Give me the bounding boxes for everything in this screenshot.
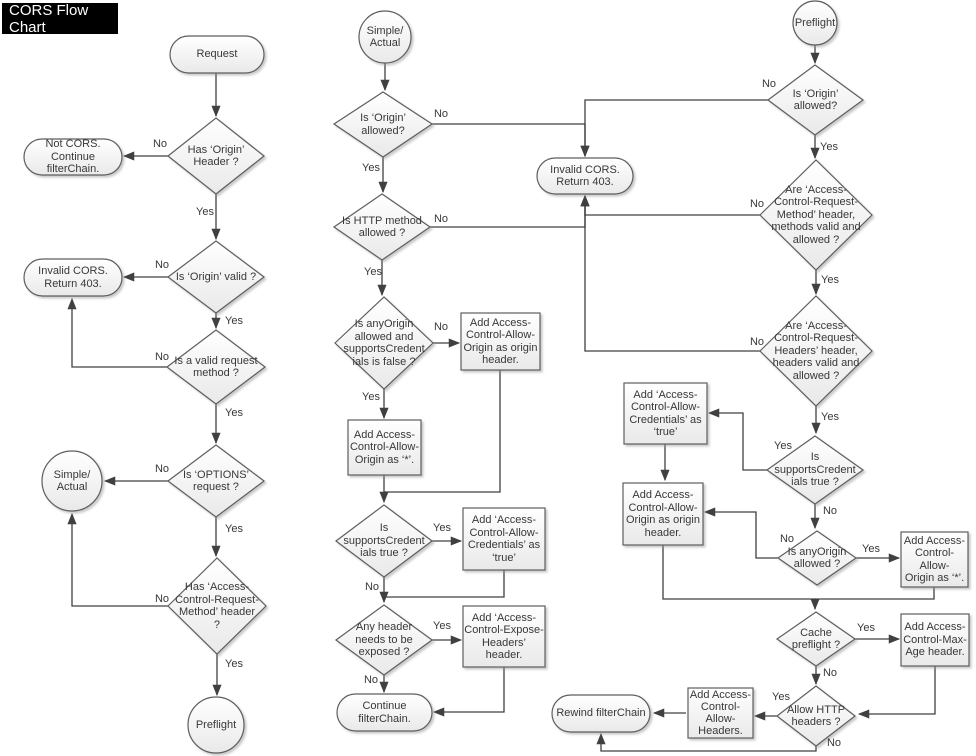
allow-http-headers-label: Allow HTTP headers ?: [786, 703, 846, 728]
edge-anyorigin-right-no: [705, 512, 778, 558]
add-acac-true-mid-label: Add ‘Access- Control-Allow- Credentials’ as ‘true’: [467, 514, 541, 564]
add-acao-star-right-label: Add Access- Control-Allow- Origin as ‘*’.: [903, 534, 966, 584]
cache-no-label: No: [822, 667, 838, 679]
edge-acac-true-mid-merge: [384, 570, 504, 597]
decision-is-valid-request-method: [167, 330, 265, 404]
decision-has-acrm-header: [168, 558, 266, 654]
is-anyorigin-supports-false-label: Is anyOrigin allowed and supportsCredent ials is false ?: [343, 318, 425, 368]
is-anyorigin-right-label: Is anyOrigin allowed ?: [787, 545, 847, 570]
anyorigin-right-no-label: No: [779, 533, 795, 545]
edge-aceh-to-continue: [434, 667, 504, 712]
decision-is-supports-cred-right: [767, 436, 863, 504]
any-header-no-label: No: [363, 674, 379, 686]
edge-acma-to-allow-http: [859, 666, 935, 714]
edge-acrm-valid-no: [585, 196, 760, 215]
edge-acrm-header-no: [72, 514, 168, 606]
request-label: Request: [196, 48, 238, 61]
are-acrm-valid-label: Are ‘Access- Control-Request- Method’ header, methods valid and allowed ?: [771, 183, 861, 246]
origin-allowed-mid-yes-label: Yes: [362, 162, 380, 174]
process-add-acao-star-mid: [348, 420, 421, 475]
origin-allowed-right-no-label: No: [761, 78, 777, 90]
rewind-filterchain-label: Rewind filterChain: [556, 707, 646, 720]
add-acao-origin-mid-label: Add Access- Control-Allow- Origin as origin header.: [463, 316, 538, 366]
not-cors-label: Not CORS. Continue filterChain.: [45, 138, 101, 176]
acrh-valid-yes-label: Yes: [821, 411, 839, 423]
chart-title: CORS Flow Chart: [2, 3, 118, 34]
supports-cred-right-yes-label: Yes: [774, 440, 792, 452]
anyorigin-right-yes-label: Yes: [862, 543, 880, 555]
connector-preflight-left: [188, 697, 244, 753]
origin-valid-yes-label: Yes: [225, 315, 243, 327]
http-method-no-label: No: [433, 213, 449, 225]
decision-has-origin-header: [168, 118, 264, 194]
acrm-header-no-label: No: [154, 593, 170, 605]
continue-filterchain-label: Continue filterChain.: [358, 700, 411, 725]
edge-acao-star-right-merge: [815, 587, 934, 599]
has-acrm-header-label: Has ‘Access- Control-Request- Method’ header ?: [175, 581, 259, 631]
add-acac-true-right-label: Add ‘Access- Control-Allow- Credentials’ as ‘true’: [629, 388, 702, 438]
allow-http-yes-label: Yes: [772, 691, 790, 703]
has-origin-no-label: No: [152, 138, 168, 150]
process-add-acao-star-right: [901, 532, 968, 587]
add-acao-origin-right-label: Add Access- Control-Allow- Origin as origin header.: [626, 489, 700, 539]
is-supports-cred-mid-label: Is supportsCredent ials true ?: [343, 522, 425, 560]
is-supports-cred-right-label: Is supportsCredent ials true ?: [774, 451, 856, 489]
decision-is-origin-allowed-right: [768, 65, 863, 135]
supports-cred-right-no-label: No: [822, 505, 838, 517]
decision-is-anyorigin-supports-false: [335, 297, 433, 389]
acrm-valid-yes-label: Yes: [821, 274, 839, 286]
cache-preflight-label: Cache preflight ?: [791, 626, 841, 651]
decision-is-http-method-allowed: [334, 194, 430, 260]
has-origin-yes-label: Yes: [196, 206, 214, 218]
add-acah-box-label: Add Access- Control- Allow- Headers.: [689, 689, 752, 737]
cache-yes-label: Yes: [857, 622, 875, 634]
anyorigin-false-yes-label: Yes: [362, 391, 380, 403]
edge-http-method-no: [430, 196, 585, 227]
acrm-header-yes-label: Yes: [225, 658, 243, 670]
has-origin-header-label: Has ‘Origin’ Header ?: [187, 143, 245, 168]
decision-is-supports-cred-mid: [336, 505, 432, 577]
is-options-request-label: Is ‘OPTIONS’ request ?: [182, 468, 249, 493]
origin-allowed-mid-no-label: No: [433, 108, 449, 120]
allow-http-no-label: No: [826, 737, 842, 749]
edge-supports-cred-right-yes: [709, 413, 767, 470]
process-add-acma-header: [901, 614, 969, 666]
is-origin-valid-label: Is ‘Origin’ valid ?: [175, 270, 257, 283]
origin-valid-no-label: No: [154, 259, 170, 271]
edge-valid-method-no: [72, 299, 170, 367]
decision-is-anyorigin-right: [778, 531, 856, 585]
decision-cache-preflight: [777, 612, 855, 666]
process-add-acac-true-mid: [463, 508, 545, 570]
valid-method-no-label: No: [154, 351, 170, 363]
terminator-not-cors: [24, 139, 122, 175]
connector-preflight-right: [793, 1, 837, 45]
invalid-cors-left-label: Invalid CORS. Return 403.: [38, 265, 108, 290]
process-add-aceh-mid: [463, 606, 545, 667]
invalid-cors-mid-label: Invalid CORS. Return 403.: [550, 163, 620, 188]
any-header-yes-label: Yes: [433, 620, 451, 632]
add-acma-header-label: Add Access- Control-Max- Age header.: [903, 621, 967, 659]
simple-actual-mid-label: Simple/ Actual: [366, 24, 404, 49]
decision-are-acrh-valid: [760, 296, 872, 406]
acrh-valid-no-label: No: [749, 336, 765, 348]
decision-is-origin-allowed-mid: [334, 92, 432, 157]
is-http-method-allowed-label: Is HTTP method allowed ?: [342, 214, 422, 239]
terminator-request: [170, 36, 264, 73]
add-acao-star-mid-label: Add Access- Control-Allow- Origin as ‘*’.: [349, 428, 420, 466]
decision-any-header-exposed: [336, 605, 432, 675]
simple-actual-left-label: Simple/ Actual: [53, 468, 91, 493]
terminator-rewind-filterchain: [552, 695, 650, 732]
options-no-label: No: [154, 463, 170, 475]
decision-is-options-request: [168, 445, 264, 517]
connector-simple-actual-left: [42, 451, 102, 511]
decision-allow-http-headers: [777, 686, 855, 746]
add-aceh-mid-label: Add ‘Access- Control-Expose- Headers’ header.: [464, 611, 544, 661]
http-method-yes-label: Yes: [364, 266, 382, 278]
supports-cred-mid-no-label: No: [364, 581, 380, 593]
connector-simple-actual-mid: [359, 11, 411, 63]
terminator-invalid-cors-left: [24, 259, 122, 296]
valid-method-yes-label: Yes: [225, 407, 243, 419]
process-add-acao-origin-right: [623, 483, 703, 545]
process-add-acah-box: [688, 688, 753, 738]
process-add-acao-origin-mid: [461, 313, 540, 370]
is-origin-allowed-mid-label: Is ‘Origin’ allowed?: [360, 112, 406, 137]
any-header-exposed-label: Any header needs to be exposed ?: [355, 621, 413, 659]
edge-acrh-valid-no: [585, 196, 760, 351]
terminator-continue-filterchain: [337, 694, 432, 731]
are-acrh-valid-label: Are ‘Access- Control-Request- Headers’ header, headers valid and allowed ?: [772, 319, 860, 382]
terminator-invalid-cors-mid: [537, 158, 633, 194]
anyorigin-false-no-label: No: [433, 321, 449, 333]
preflight-left-label: Preflight: [195, 718, 237, 731]
edge-origin-allowed-right-no: [585, 100, 768, 156]
decision-are-acrm-valid: [760, 160, 872, 270]
acrm-valid-no-label: No: [749, 198, 765, 210]
flow-shapes: [24, 1, 969, 753]
edge-origin-allowed-mid-no: [432, 124, 585, 156]
origin-allowed-right-yes-label: Yes: [820, 141, 838, 153]
decision-is-origin-valid: [168, 241, 264, 313]
supports-cred-mid-yes-label: Yes: [433, 522, 451, 534]
process-add-acac-true-right: [624, 383, 707, 444]
preflight-right-label: Preflight: [794, 16, 836, 29]
is-origin-allowed-right-label: Is ‘Origin’ allowed?: [792, 87, 839, 112]
is-valid-request-method-label: Is a valid request method ?: [174, 354, 258, 379]
options-yes-label: Yes: [225, 523, 243, 535]
